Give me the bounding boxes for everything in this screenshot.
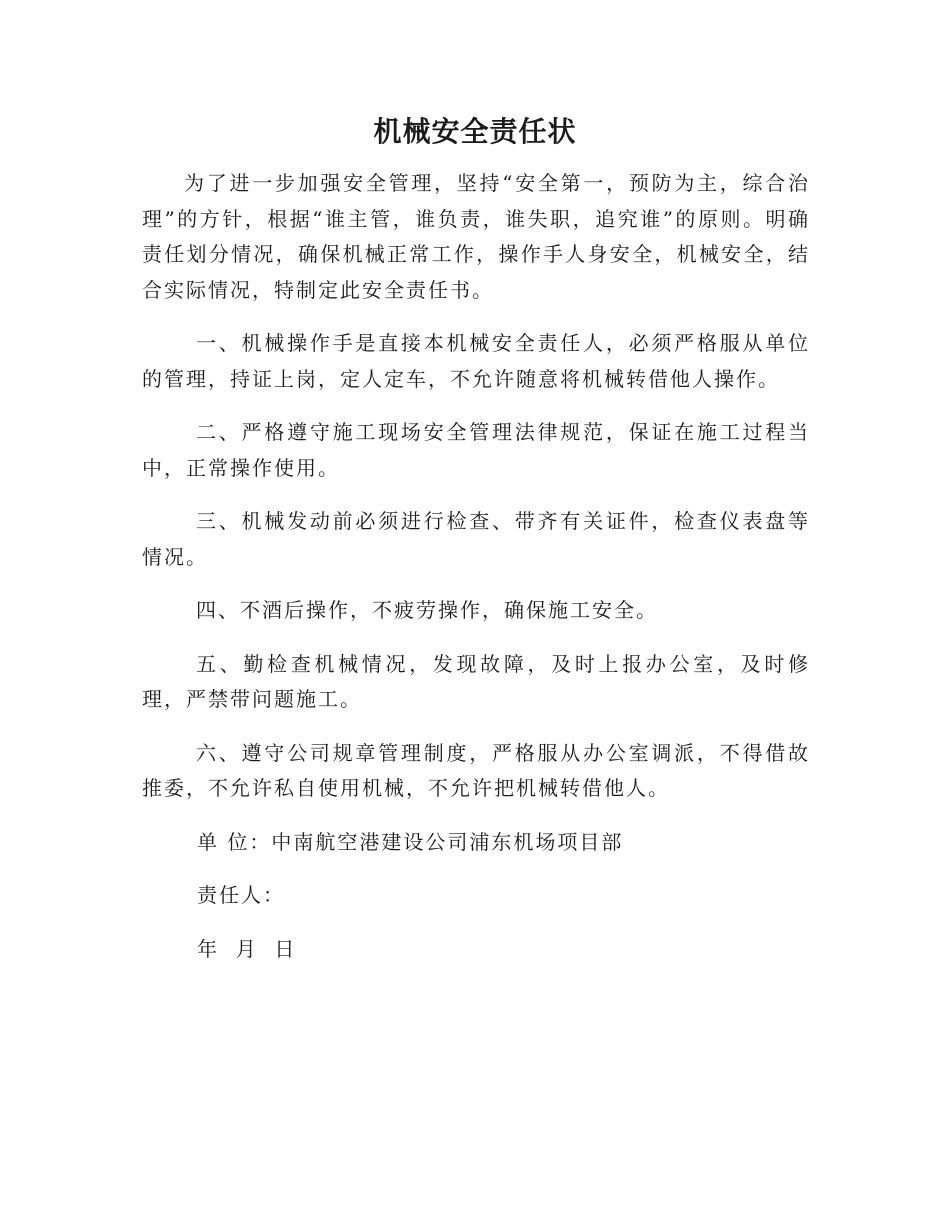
intro-paragraph: 为了进一步加强安全管理，坚持“安全第一，预防为主，综合治理”的方针，根据“谁主管，谁负责，谁失职，追究谁”的原则。明确责任划分情况，确保机械正常工作，操作手人身安全，机械安全，结合实际情况，特制定此安全责任书。 [142,171,810,302]
document-title: 机械安全责任状 [373,115,577,148]
article-6: 六、遵守公司规章管理制度，严格服从办公室调派，不得借故推委，不允许私自使用机械，不允许把机械转借他人。 [142,740,810,800]
article-4: 四、不酒后操作，不疲劳操作，确保施工安全。 [196,598,658,622]
article-2: 二、严格遵守施工现场安全管理法律规范，保证在施工过程当中，正常操作使用。 [142,420,810,480]
signature-unit: 单 位：中南航空港建设公司浦东机场项目部 [197,829,624,854]
signature-responsible: 责任人： [197,883,285,907]
article-3: 三、机械发动前必须进行检查、带齐有关证件，检查仪表盘等情况。 [142,509,810,569]
article-1: 一、机械操作手是直接本机械安全责任人，必须严格服从单位的管理，持证上岗，定人定车，不允许随意将机械转借他人操作。 [142,331,810,391]
signature-date: 年 月 日 [197,936,297,961]
article-5: 五、勤检查机械情况，发现故障，及时上报办公室，及时修理，严禁带问题施工。 [142,651,810,711]
document-body [142,166,810,985]
